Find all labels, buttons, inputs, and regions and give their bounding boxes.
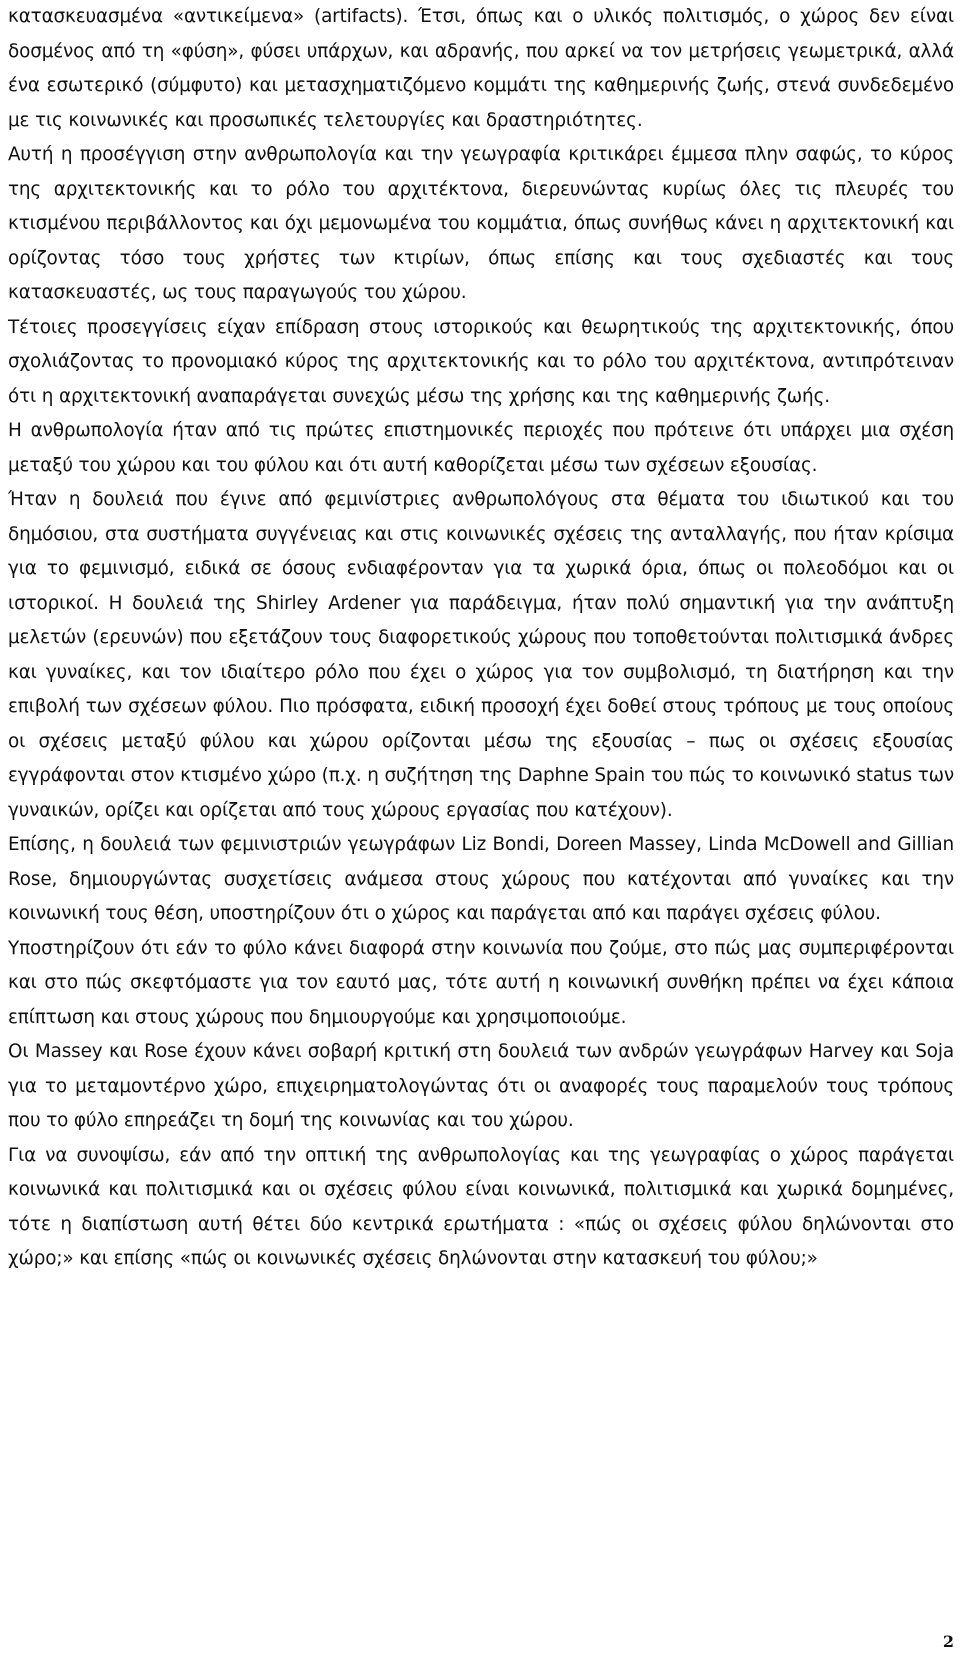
- paragraph-7: Υποστηρίζουν ότι εάν το φύλο κάνει διαφορά στην κοινωνία που ζούμε, στο πώς μας συμπεριφέρονται και στο πώς σκεφτόμαστε για τον εαυτό μας, τότε αυτή η κοινωνική συνθήκη πρέπει να έχει κάποια επίπτωση και στους χώρους που δημιουργούμε και χρησιμοποιούμε.: [8, 937, 954, 1028]
- body-text: [8, 0, 954, 1277]
- paragraph-3: Τέτοιες προσεγγίσεις είχαν επίδραση στους ιστορικούς και θεωρητικούς της αρχιτεκτονικής, όπου σχολιάζοντας το προνομιακό κύρος της αρχιτεκτονικής και το ρόλο του αρχιτέκτονα, αντιπρότειναν ότι η αρχιτεκτονική αναπαράγεται συνεχώς μέσω της χρήσης και της καθημερινής ζωής.: [8, 316, 954, 407]
- page-number: 2: [942, 1632, 954, 1651]
- paragraph-9: Για να συνοψίσω, εάν από την οπτική της ανθρωπολογίας και της γεωγραφίας ο χώρος παράγεται κοινωνικά και πολιτισμικά και οι σχέσεις φύλου είναι κοινωνικά, πολιτισμικά και χωρικά δομημένες, τότε η διαπίστωση αυτή θέτει δύο κεντρικά ερωτήματα : «πώς οι σχέσεις φύλου δηλώνονται στο χώρο;» και επίσης «πώς οι κοινωνικές σχέσεις δηλώνονται στην κατασκευή του φύλου;»: [8, 1144, 954, 1269]
- paragraph-2: Αυτή η προσέγγιση στην ανθρωπολογία και την γεωγραφία κριτικάρει έμμεσα πλην σαφώς, το κύρος της αρχιτεκτονικής και το ρόλο του αρχιτέκτονα, διερευνώντας κυρίως όλες τις πλευρές του κτισμένου περιβάλλοντος και όχι μεμονωμένα του κομμάτια, όπως συνήθως κάνει η αρχιτεκτονική και ορίζοντας τόσο τους χρήστες των κτιρίων, όπως επίσης και τους σχεδιαστές και τους κατασκευαστές, ως τους παραγωγούς του χώρου.: [8, 144, 954, 303]
- paragraph-6: Επίσης, η δουλειά των φεμινιστριών γεωγράφων Liz Bondi, Doreen Massey, Linda McDowell and Gillian Rose, δημιουργώντας συσχετίσεις ανάμεσα στους χώρους που κατέχονται από γυναίκες και την κοινωνική τους θέση, υποστηρίζουν ότι ο χώρος και παράγεται από και παράγει σχέσεις φύλου.: [8, 834, 954, 924]
- paragraph-5: Ήταν η δουλειά που έγινε από φεμινίστριες ανθρωπολόγους στα θέματα του ιδιωτικού και του δημόσιου, στα συστήματα συγγένειας και στις κοινωνικές σχέσεις της ανταλλαγής, που ήταν κρίσιμα για το φεμινισμό, ειδικά σε όσους ενδιαφέρονταν για τα χωρικά όρια, όπως οι πολεοδόμοι και οι ιστορικοί. Η δουλειά της Shirley Ardener για παράδειγμα, ήταν πολύ σημαντική για την ανάπτυξη μελετών (ερευνών) που εξετάζουν τους διαφορετικούς χώρους που τοποθετούνται πολιτισμικά άνδρες και γυναίκες, και τον ιδιαίτερο ρόλο που έχει ο χώρος για τον συμβολισμό, τη διατήρηση και την επιβολή των σχέσεων φύλου. Πιο πρόσφατα, ειδική προσοχή έχει δοθεί στους τρόπους με τους οποίους οι σχέσεις μεταξύ φύλου και χώρου ορίζονται μέσω της εξουσίας – πως οι σχέσεις εξουσίας εγγράφονται στον κτισμένο χώρο (π.χ. η συζήτηση της Daphne Spain του πώς το κοινωνικό status των γυναικών, ορίζει και ορίζεται από τους χώρους εργασίας που κατέχουν).: [8, 489, 954, 821]
- paragraph-1: κατασκευασμένα «αντικείμενα» (artifacts). Έτσι, όπως και ο υλικός πολιτισμός, ο χώρος δεν είναι δοσμένος από τη «φύση», φύσει υπάρχων, και αδρανής, που αρκεί να τον μετρήσεις γεωμετρικά, αλλά ένα εσωτερικό (σύμφυτο) και μετασχηματιζόμενο κομμάτι της καθημερινής ζωής, στενά συνδεδεμένο με τις κοινωνικές και προσωπικές τελετουργίες και δραστηριότητες.: [8, 6, 954, 131]
- paragraph-8: Οι Massey και Rose έχουν κάνει σοβαρή κριτική στη δουλειά των ανδρών γεωγράφων Harvey και Soja για το μεταμοντέρνο χώρο, επιχειρηματολογώντας ότι οι αναφορές τους παραμελούν τους τρόπους που το φύλο επηρεάζει τη δομή της κοινωνίας και του χώρου.: [8, 1041, 954, 1131]
- paragraph-4: Η ανθρωπολογία ήταν από τις πρώτες επιστημονικές περιοχές που πρότεινε ότι υπάρχει μια σχέση μεταξύ του χώρου και του φύλου και ότι αυτή καθορίζεται μέσω των σχέσεων εξουσίας.: [8, 420, 954, 476]
